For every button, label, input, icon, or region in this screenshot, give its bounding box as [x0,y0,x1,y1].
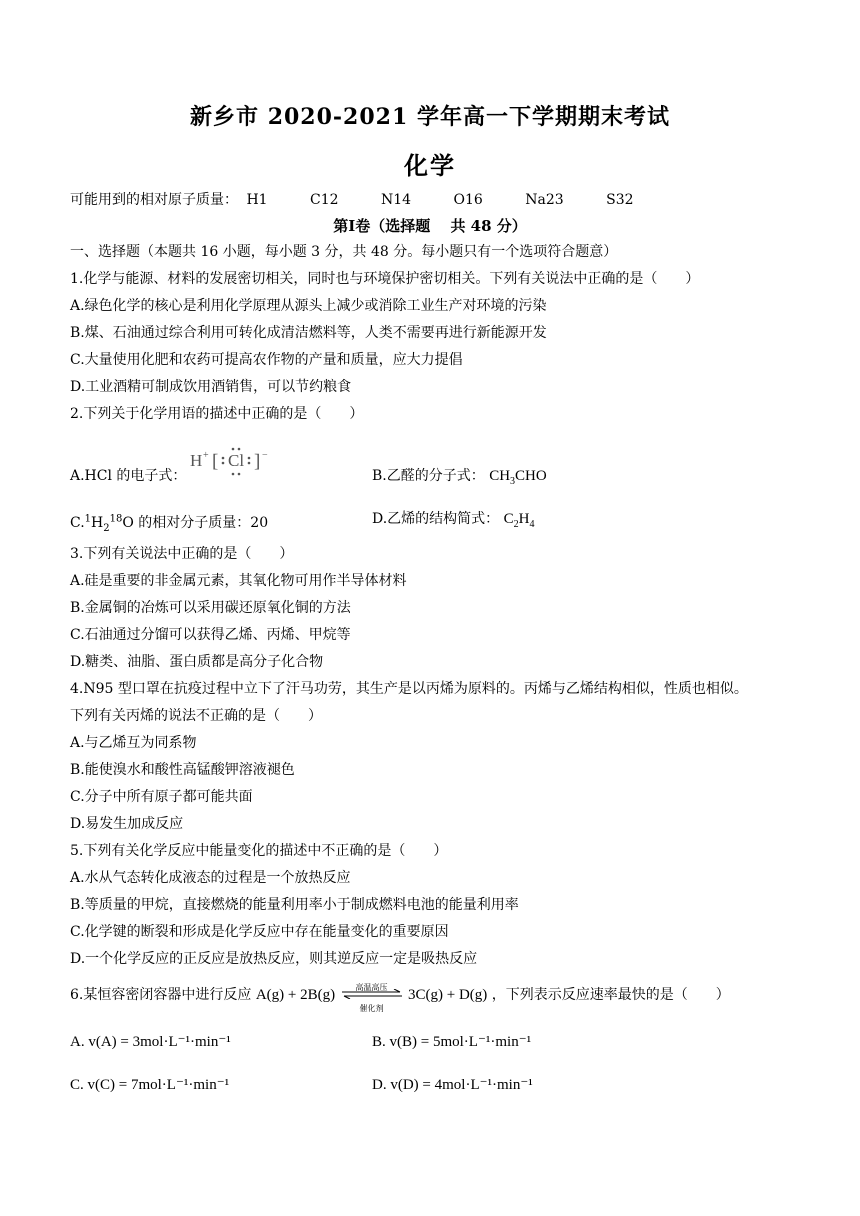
q2-option-d-label: D.乙烯的结构简式： [372,511,500,527]
reaction-condition-bottom: 催化剂 [359,1004,384,1013]
atomic-masses-line [70,190,672,210]
svg-text:−: − [262,450,268,461]
q6-stem-pre: 6.某恒容密闭容器中进行反应 [70,987,252,1003]
q4-option-b: B.能使溴水和酸性高锰酸钾溶液褪色 [70,762,295,778]
q1-option-b: B.煤、石油通过综合利用可转化成清洁燃料等，人类不需要再进行新能源开发 [70,325,547,341]
svg-text:]: ] [254,451,261,472]
q1-stem: 1.化学与能源、材料的发展密切相关，同时也与环境保护密切相关。下列有关说法中正确的是（ ） [70,271,700,287]
q4-option-a: A.与乙烯互为同系物 [70,735,197,751]
ethylene-formula: $C_2H_4$ [503,511,535,530]
q2-option-c [70,509,268,538]
svg-text:Cl: Cl [228,451,245,470]
q5-option-a: A.水从气态转化成液态的过程是一个放热反应 [70,870,351,886]
q6-products: 3C(g) + D(g) [408,987,488,1003]
q2-option-a-label: A.HCl 的电子式： [70,468,187,484]
atomic-mass-o: O16 [453,192,483,208]
q2-option-d [372,509,535,535]
reaction-condition-top: 高温高压 [355,983,388,992]
q6-stem [70,983,730,1013]
q2-option-c-text: $C.^1H_2^{18}O$ 的相对分子质量：20 [70,513,269,534]
q6-reactants: A(g) + 2B(g) [255,987,336,1003]
atomic-masses-label: 可能用到的相对原子质量： [70,192,238,208]
q4-stem-line1: 4.N95 型口罩在抗疫过程中立下了汗马功劳，其生产是以丙烯为原料的。丙烯与乙烯结构相似，性质也相似。 [70,681,748,697]
q1-option-d: D.工业酒精可制成饮用酒销售，可以节约粮食 [70,379,352,395]
q6-option-d: D. v(D) = 4mol·L⁻¹·min⁻¹ [372,1077,533,1093]
q6-option-a: A. v(A) = 3mol·L⁻¹·min⁻¹ [70,1034,231,1050]
acetaldehyde-formula: $CH_3CHO$ [489,468,547,487]
q2-option-b-label: B.乙醛的分子式： [372,468,485,484]
q4-option-c: C.分子中所有原子都可能共面 [70,789,253,805]
q6-stem-post: ，下列表示反应速率最快的是（ ） [491,987,730,1003]
svg-text:H: H [190,451,203,470]
q5-stem: 5.下列有关化学反应中能量变化的描述中不正确的是（ ） [70,843,448,859]
q2-option-b [372,466,547,492]
atomic-mass-na: Na23 [525,192,564,208]
atomic-mass-c: C12 [310,192,339,208]
svg-text:[: [ [212,451,219,472]
q1-option-c: C.大量使用化肥和农药可提高农作物的产量和质量，应大力提倡 [70,352,463,368]
atomic-mass-s: S32 [606,192,634,208]
exam-title: 新乡市 2020-2021 学年高一下学期期末考试 [190,104,670,130]
q5-option-d: D.一个化学反应的正反应是放热反应，则其逆反应一定是吸热反应 [70,951,478,967]
q6-option-b: B. v(B) = 5mol·L⁻¹·min⁻¹ [372,1034,532,1050]
section-heading: 第Ⅰ卷（选择题 共 48 分） [333,217,527,235]
q5-option-c: C.化学键的断裂和形成是化学反应中存在能量变化的重要原因 [70,924,449,940]
section-instructions: 一、选择题（本题共 16 小题，每小题 3 分，共 48 分。每小题只有一个选项符合题意） [70,244,618,260]
q3-option-d: D.糖类、油脂、蛋白质都是高分子化合物 [70,654,324,670]
svg-text:+: + [203,450,209,461]
atomic-mass-n: N14 [381,192,412,208]
q3-stem: 3.下列有关说法中正确的是（ ） [70,546,294,562]
hcl-lewis-structure-image [190,446,282,478]
q3-option-a: A.硅是重要的非金属元素，其氧化物可用作半导体材料 [70,573,407,589]
q3-option-c: C.石油通过分馏可以获得乙烯、丙烯、甲烷等 [70,627,351,643]
q5-option-b: B.等质量的甲烷，直接燃烧的能量利用率小于制成燃料电池的能量利用率 [70,897,519,913]
reversible-arrow [340,983,404,1013]
equilibrium-arrow-icon [340,989,404,999]
q4-option-d: D.易发生加成反应 [70,816,184,832]
q4-stem-line2: 下列有关丙烯的说法不正确的是（ ） [70,708,322,724]
q1-option-a: A.绿色化学的核心是利用化学原理从源头上减少或消除工业生产对环境的污染 [70,298,547,314]
q3-option-b: B.金属铜的冶炼可以采用碳还原氧化铜的方法 [70,600,351,616]
q2-stem: 2.下列关于化学用语的描述中正确的是（ ） [70,406,364,422]
subject-title: 化学 [404,151,456,180]
atomic-mass-h: H1 [246,192,268,208]
q6-option-c: C. v(C) = 7mol·L⁻¹·min⁻¹ [70,1077,230,1093]
